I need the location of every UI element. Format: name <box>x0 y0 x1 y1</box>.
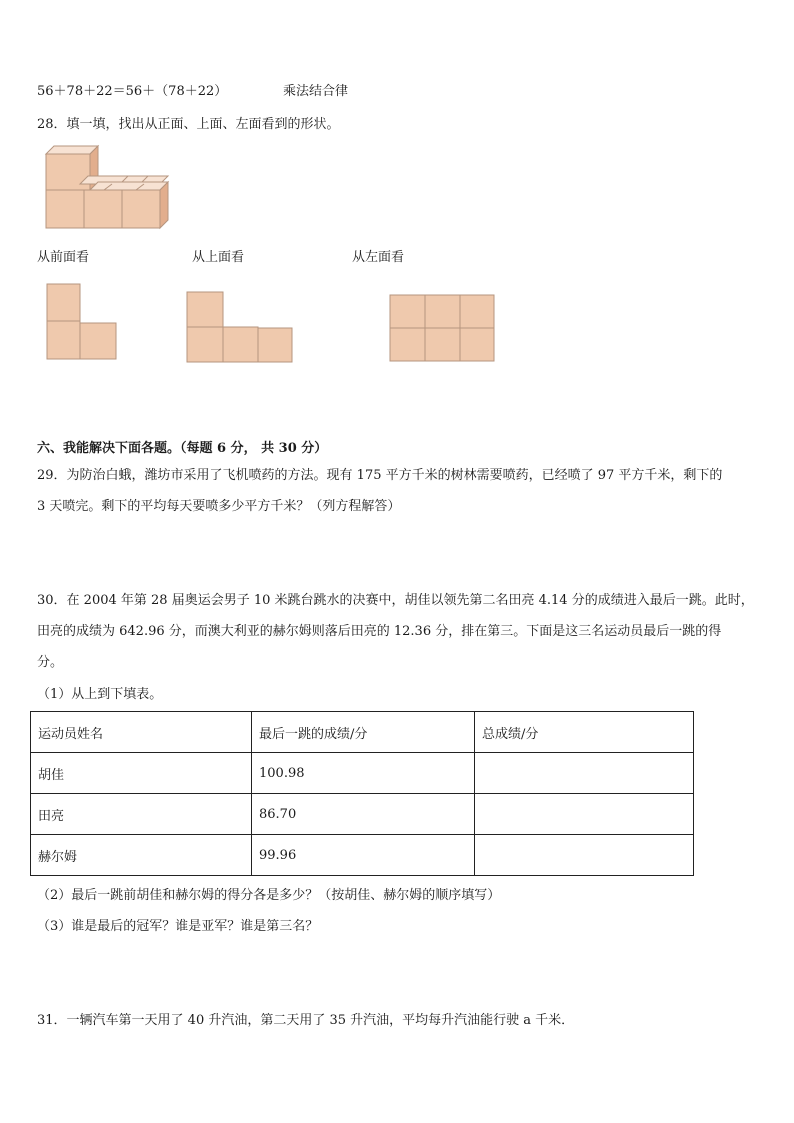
q30-sub3: （3）谁是最后的冠军？谁是亚军？谁是第三名？ <box>37 919 319 934</box>
prev-law-answer: 乘法结合律 <box>283 84 349 99</box>
top-view-square <box>187 292 223 327</box>
cube-bottom-3 <box>122 190 160 228</box>
front-view-square <box>80 323 116 359</box>
front-view-square <box>47 321 80 359</box>
table-row <box>31 794 694 835</box>
cube-bottom-1 <box>46 190 84 228</box>
q29-line1: 29．为防治白蛾，潍坊市采用了飞机喷药的方法。现有 175 平方千米的树林需要喷药，已经喷了 97 平方千米，剩下的 <box>37 468 723 483</box>
label-left-view: 从左面看 <box>352 250 405 265</box>
table-row <box>31 835 694 876</box>
cell-last-jump: 86.70 <box>252 794 475 835</box>
top-view-square <box>258 328 292 362</box>
q30-sub1: （1）从上到下填表。 <box>37 687 163 702</box>
cell-total[interactable] <box>475 753 694 794</box>
q30-line1: 30．在 2004 年第 28 届奥运会男子 10 米跳台跳水的决赛中，胡佳以领先第二名田亮 4.14 分的成绩进入最后一跳。此时， <box>37 593 754 608</box>
q29-line2: 3 天喷完。剩下的平均每天要喷多少平方千米？（列方程解答） <box>37 499 401 514</box>
cube-bottom-tops <box>90 182 168 190</box>
q31-line1: 31．一辆汽车第一天用了 40 升汽油，第二天用了 35 升汽油，平均每升汽油能行驶 a 千米． <box>37 1013 575 1028</box>
left-view-square <box>460 295 494 328</box>
header-last-jump: 最后一跳的成绩/分 <box>252 712 475 753</box>
label-top-view: 从上面看 <box>192 250 245 265</box>
cube-upper-front <box>46 154 90 190</box>
table-header-row <box>31 712 694 753</box>
cell-name: 胡佳 <box>31 753 252 794</box>
cell-total[interactable] <box>475 835 694 876</box>
cube-bottom-2 <box>84 190 122 228</box>
cell-name: 赫尔姆 <box>31 835 252 876</box>
left-view-square <box>390 295 425 328</box>
prev-equation: 56＋78＋22＝56＋（78＋22） <box>37 84 228 99</box>
table-row <box>31 753 694 794</box>
left-view-square <box>425 295 460 328</box>
cube-right-side <box>160 182 168 228</box>
left-view-square <box>425 328 460 361</box>
front-view-shape <box>46 282 120 362</box>
front-view-square <box>47 284 80 321</box>
left-view-shape <box>389 294 497 364</box>
left-view-square <box>390 328 425 361</box>
cell-last-jump: 100.98 <box>252 753 475 794</box>
score-table <box>30 711 694 876</box>
left-view-square <box>460 328 494 361</box>
q30-line2: 田亮的成绩为 642.96 分，而澳大利亚的赫尔姆则落后田亮的 12.36 分，排在第三。下面是这三名运动员最后一跳的得 <box>37 624 722 639</box>
section6-heading: 六、我能解决下面各题。（每题 6 分， 共 30 分） <box>37 441 328 456</box>
top-view-square <box>187 327 223 362</box>
q28-prompt: 28．填一填，找出从正面、上面、左面看到的形状。 <box>37 117 340 132</box>
top-view-square <box>223 327 258 362</box>
q30-line3: 分。 <box>37 655 64 670</box>
header-athlete-name: 运动员姓名 <box>31 712 252 753</box>
cell-last-jump: 99.96 <box>252 835 475 876</box>
cube-upper-top <box>46 146 98 154</box>
label-front-view: 从前面看 <box>37 250 90 265</box>
cube-stack-figure <box>40 140 175 240</box>
header-total: 总成绩/分 <box>475 712 694 753</box>
cell-total[interactable] <box>475 794 694 835</box>
cell-name: 田亮 <box>31 794 252 835</box>
top-view-shape <box>186 291 296 365</box>
q30-sub2: （2）最后一跳前胡佳和赫尔姆的得分各是多少？（按胡佳、赫尔姆的顺序填写） <box>37 888 501 903</box>
